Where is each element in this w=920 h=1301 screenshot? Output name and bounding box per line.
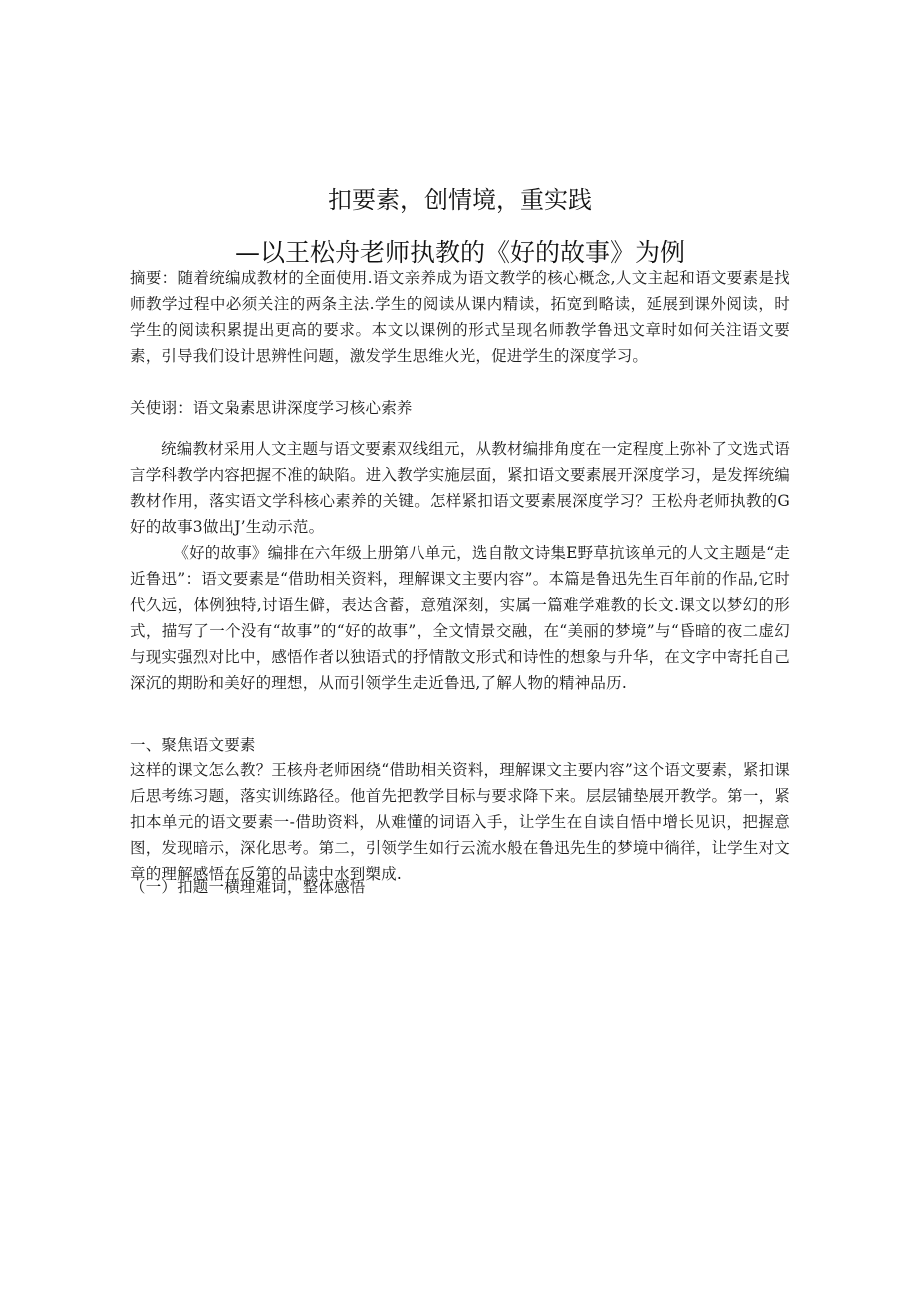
keywords-line: 关使诩：语文枭素思讲深度学习核心索养 [130,399,413,417]
section-heading: 一、聚焦语文要素 [130,736,256,754]
intro-paragraph: 《好的故事》编排在六年级上册第八单元，选自散文诗集E野草抗该单元的人文主题是“走近鲁迅”：语文要素是“借助相关资料，理解课文主要内容”。本篇是鲁迅先生百年前的作品,它时代久远，体例独特,讨语生僻，表达含蓄，意殖深刻，实属一篇难学难教的长文.课文以梦幻的形式，描写了一个没有“故事”的“好的故事”，全文情景交融，在“美丽的梦境”与“昏暗的夜二虚幻与现实强烈对比中，感悟作者以独语式的抒情散文形式和诗性的想象与升华，在文字中寄托自己深沉的期盼和美好的理想，从而引领学生走近鲁迅,了解人物的精神品历. [130,544,790,692]
intro-paragraph: 统编教材采用人文主题与语文要素双线组元，从教材编排角度在一定程度上弥补了文选式语言学科教学内容把握不准的缺陷。进入教学实施层面，紧扣语文要素展开深度学习，是发挥统编教材作用，落实语文学科核心素养的关键。怎样紧扣语文要素展深度学习？王松舟老师执教的G好的故事3做出J’生动示范。 [130,440,790,536]
section-paragraph: 这样的课文怎么教？王核舟老师困绕“借助相关资料，理解课文主要内容”这个语文要素，紧扣课后思考练习题，落实训练路径。他首先把教学目标与要求降下来。层层铺垫展开教学。第一，紧扣本单元的语文要素一-借助资料，从难懂的词语入手，让学生在自读自悟中增长见识，把握意图，发现暗示，深化思考。第二，引领学生如行云流水般在鲁迅先生的梦境中徜徉，让学生对文章的理解感悟在反第的品读中水到槊成. [130,761,790,883]
document-subtitle: —以王松舟老师执教的《好的故事》为例 [234,238,685,267]
document-title: 扣要素，创情境，重实践 [328,186,592,214]
intro-section [130,436,790,696]
abstract-paragraph: 摘要：随着统编成教材的全面使用.语文亲养成为语文教学的核心概念,人文主起和语文要素是找师教学过程中必须关注的两条主法.学生的阅读从课内精读，拓宽到略读，延展到课外阅读，时学生的阅读积累提出更高的要求。本文以课例的形式呈现名师教学鲁迅文章时如何关注语文要素，引导我们设计思辨性问题，激发学生思维火光，促进学生的深度学习。 [130,269,790,365]
subsection-heading: （一）扣题一横理难词，整体感悟 [130,878,366,896]
